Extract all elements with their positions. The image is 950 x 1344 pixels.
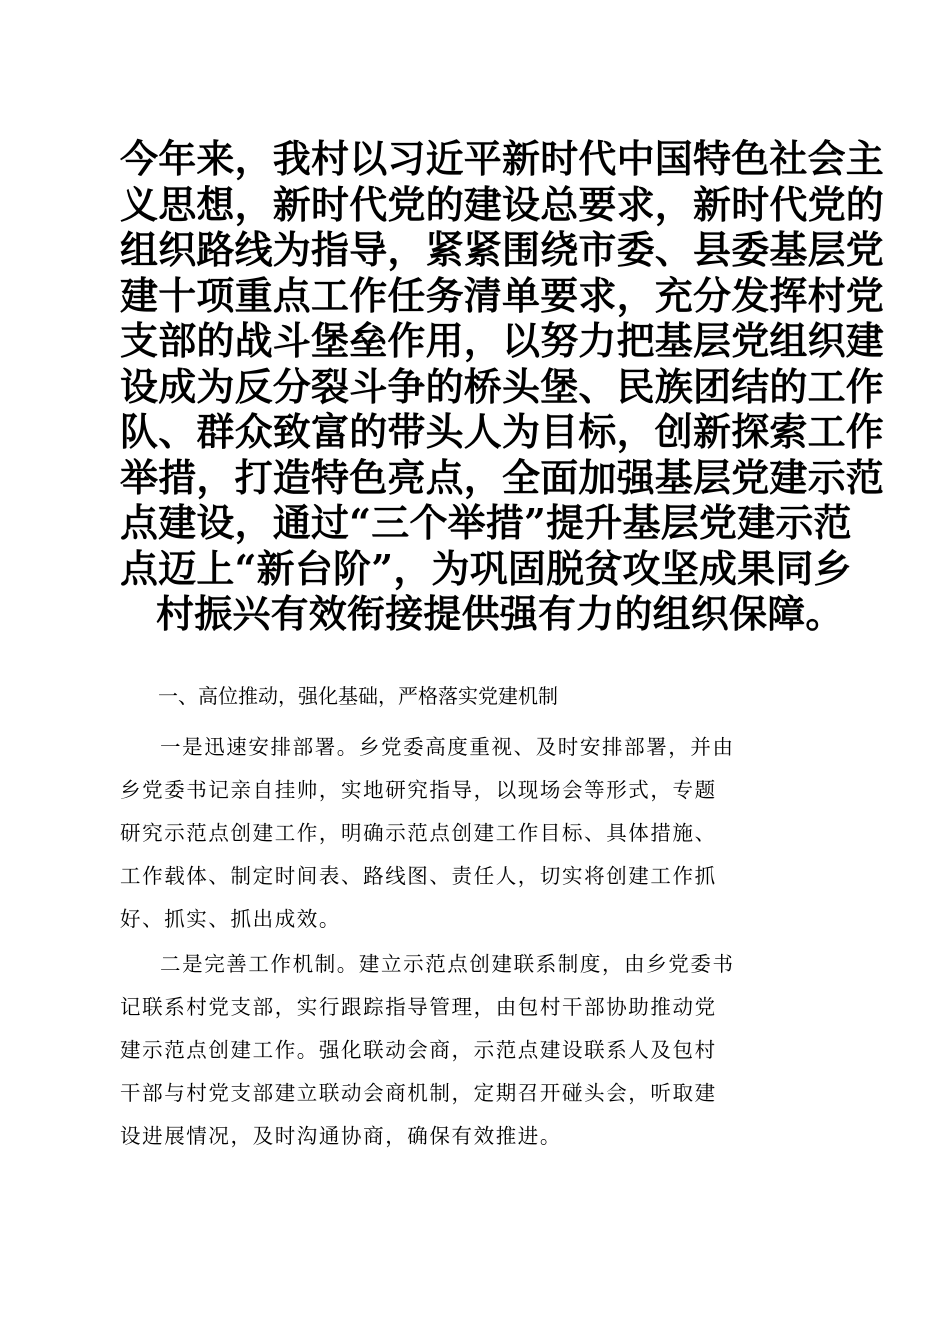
- paragraph-line: 一是迅速安排部署。乡党委高度重视、及时安排部署，并由: [160, 735, 735, 759]
- paragraph-line: 乡党委书记亲自挂帅，实地研究指导，以现场会等形式，专题: [120, 778, 717, 802]
- body-paragraph: [120, 943, 835, 1158]
- lead-paragraph: [120, 136, 885, 637]
- lead-line: 举措，打造特色亮点，全面加强基层党建示范: [120, 454, 885, 500]
- section-heading: 一、高位推动，强化基础，严格落实党建机制: [158, 684, 558, 708]
- lead-line: 今年来，我村以习近平新时代中国特色社会主: [120, 136, 885, 181]
- lead-line: 建十项重点工作任务清单要求，充分发挥村党: [120, 272, 885, 318]
- paragraph-line: 设进展情况，及时沟通协商，确保有效推进。: [120, 1124, 562, 1148]
- paragraph-line: 好、抓实、抓出成效。: [120, 907, 341, 931]
- paragraph-line: 干部与村党支部建立联动会商机制，定期召开碰头会，听取建: [120, 1081, 717, 1105]
- paragraph-line: 建示范点创建工作。强化联动会商，示范点建设联系人及包村: [120, 1038, 717, 1062]
- lead-line: 义思想，新时代党的建设总要求，新时代党的: [120, 181, 885, 227]
- lead-line: 点迈上“新台阶”，为巩固脱贫攻坚成果同乡: [120, 545, 852, 591]
- lead-line: 组织路线为指导，紧紧围绕市委、县委基层党: [120, 227, 885, 272]
- paragraph-line: 记联系村党支部，实行跟踪指导管理，由包村干部协助推动党: [120, 995, 717, 1019]
- lead-line: 村振兴有效衔接提供强有力的组织保障。: [156, 591, 844, 636]
- paragraph-line: 研究示范点创建工作，明确示范点创建工作目标、具体措施、: [120, 821, 717, 845]
- lead-line: 设成为反分裂斗争的桥头堡、民族团结的工作: [120, 363, 885, 409]
- paragraph-line: 二是完善工作机制。建立示范点创建联系制度，由乡党委书: [160, 952, 735, 976]
- lead-line: 点建设，通过“三个举措”提升基层党建示范: [120, 500, 852, 545]
- lead-line: 支部的战斗堡垒作用，以努力把基层党组织建: [120, 318, 885, 363]
- paragraph-line: 工作载体、制定时间表、路线图、责任人，切实将创建工作抓: [120, 864, 717, 888]
- lead-line: 队、群众致富的带头人为目标，创新探索工作: [120, 409, 885, 454]
- body-paragraph: [120, 726, 835, 941]
